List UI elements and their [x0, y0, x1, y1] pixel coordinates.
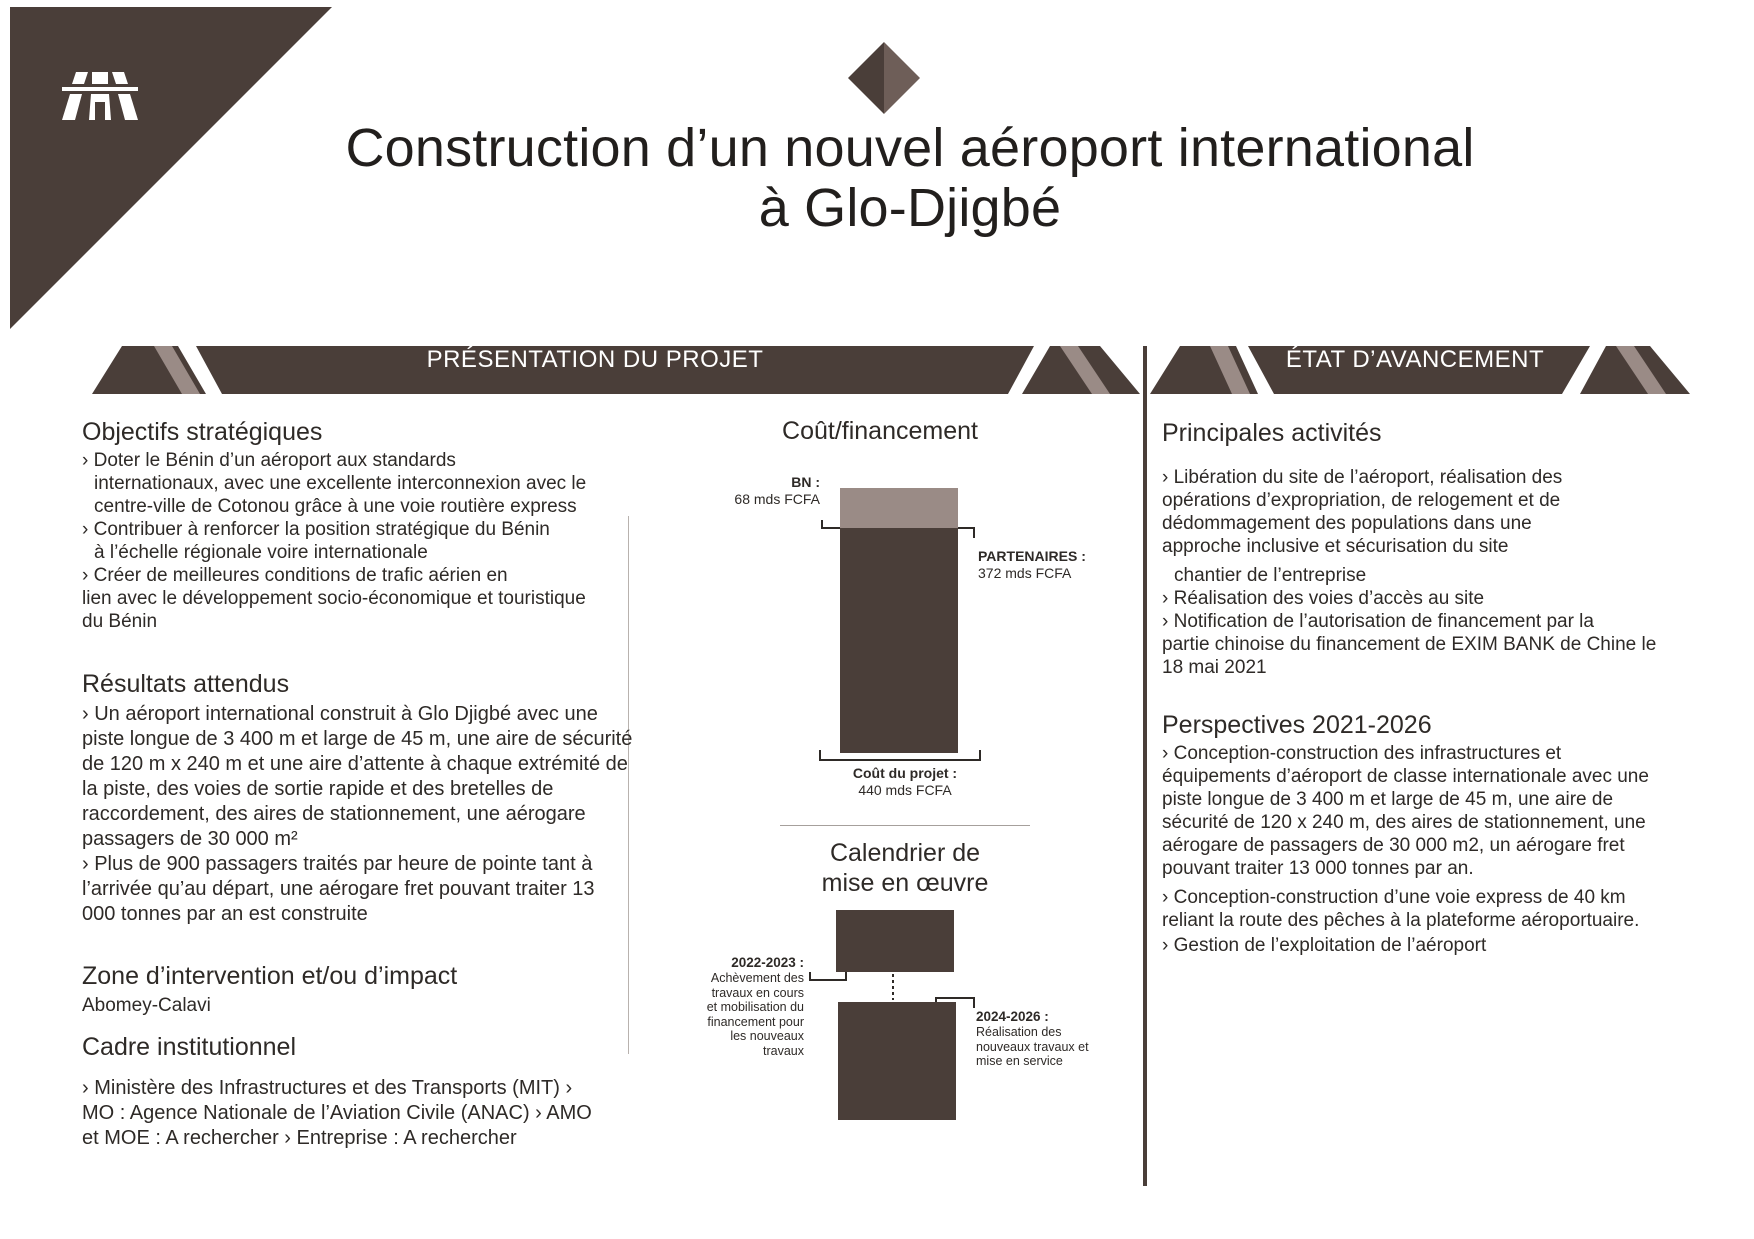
- phase1-block: [836, 910, 954, 972]
- objectif-item: [82, 564, 682, 633]
- activite-item: [1162, 610, 1722, 679]
- activite-item-first: › Notification de l’autorisation de financement par la: [1162, 610, 1722, 633]
- title-line-2: à Glo-Djigbé: [758, 178, 1062, 238]
- perspectives-section: [1162, 710, 1722, 957]
- resultat-item: › Un aéroport international construit à Glo Djigbé avec une piste longue de 3 400 m et large de 45 m, une aire de sécurité de 120 m x 240 m et une aire d’attente à chaque extrémité de la piste, des voies de sortie rapide et des bretelles de raccordement, des aires de stationnement, une aérogare passagers de 30 000 m²: [82, 702, 642, 852]
- bn-bracket: [822, 520, 840, 528]
- zone-value: Abomey-Calavi: [82, 995, 211, 1016]
- objectif-item-rest: lien avec le développement socio-économique et touristique du Bénin: [82, 588, 586, 632]
- chart-separator: [780, 825, 1030, 826]
- activite-item-rest: partie chinoise du financement de EXIM BANK de Chine le 18 mai 2021: [1162, 634, 1657, 678]
- objectif-item-first: › Créer de meilleures conditions de trafic aérien en: [82, 564, 682, 587]
- activite-item: [1162, 466, 1722, 587]
- title-diamond-icon: [848, 42, 920, 114]
- partners-annotation: [978, 548, 1108, 582]
- partners-bracket: [958, 528, 974, 538]
- column-divider: [1143, 346, 1147, 1186]
- cadre-section: [82, 1032, 622, 1151]
- bn-annotation: [700, 474, 820, 508]
- bar-partenaires: [840, 528, 958, 753]
- activite-item: › Réalisation des voies d’accès au site: [1162, 587, 1722, 610]
- resultat-item: › Plus de 900 passagers traités par heure de pointe tant à l’arrivée qu’au départ, une aérogare fret pouvant traiter 13 000 tonnes par an est construite: [82, 852, 622, 927]
- phase1-label: 2022-2023 :: [731, 955, 804, 970]
- activites-section: [1162, 418, 1722, 679]
- phase2-block: [838, 1002, 956, 1120]
- cadre-text: › Ministère des Infrastructures et des Transports (MIT) › MO : Agence Nationale de l’Aviation Civile (ANAC) › AMO et MOE : A rechercher › Entreprise : A rechercher: [82, 1077, 592, 1149]
- perspective-item: › Conception-construction d’une voie express de 40 km reliant la route des pêches à la plateforme aéroportuaire.: [1162, 886, 1672, 932]
- objectifs-title: Objectifs stratégiques: [82, 418, 323, 446]
- resultats-section: [82, 669, 642, 927]
- zone-section: [82, 961, 642, 1017]
- objectif-item-first: › Doter le Bénin d’un aéroport aux standards: [82, 449, 682, 472]
- section-title-presentation: PRÉSENTATION DU PROJET: [426, 346, 764, 373]
- cost-chart: [800, 480, 1000, 770]
- phase1-text: Achèvement des travaux en cours et mobilisation du financement pour les nouveaux travaux: [706, 971, 804, 1058]
- phase2-label: 2024-2026 :: [976, 1009, 1049, 1024]
- section-title-avancement: ÉTAT D’AVANCEMENT: [1285, 346, 1545, 373]
- perspectives-title: Perspectives 2021-2026: [1162, 711, 1432, 739]
- total-annotation: [820, 765, 990, 799]
- phase1-bracket: [810, 972, 846, 980]
- objectifs-section: [82, 417, 682, 633]
- phase2-annotation: [976, 1008, 1096, 1069]
- total-label: Coût du projet :: [852, 765, 958, 781]
- activite-item-first: › Libération du site de l’aéroport, réalisation des: [1162, 466, 1722, 489]
- partners-value: 372 mds FCFA: [978, 565, 1072, 581]
- perspective-item: › Gestion de l’exploitation de l’aéroport: [1162, 934, 1682, 957]
- bar-bn: [840, 488, 958, 528]
- activite-item-tail: chantier de l’entreprise: [1174, 565, 1367, 586]
- partners-label: PARTENAIRES :: [978, 548, 1086, 564]
- calendar-title: [760, 838, 1050, 898]
- page-title: [230, 118, 1590, 238]
- objectif-item-rest: à l’échelle régionale voire internationale: [94, 542, 428, 563]
- cost-title: Coût/financement: [782, 417, 978, 445]
- calendar-title-line-2: mise en œuvre: [821, 869, 989, 897]
- objectif-item-first: › Contribuer à renforcer la position stratégique du Bénin: [82, 518, 682, 541]
- resultats-title: Résultats attendus: [82, 670, 290, 698]
- title-line-1: Construction d’un nouvel aéroport international: [345, 118, 1475, 178]
- phase2-text: Réalisation des nouveaux travaux et mise en service: [976, 1025, 1089, 1068]
- activites-title: Principales activités: [1162, 419, 1382, 447]
- perspective-item: › Conception-construction des infrastructures et équipements d’aéroport de classe internationale avec une piste longue de 3 400 m et large de 45 m, une aire de sécurité de 120 x 240 m, des aires de stationnement, une aérogare de passagers de 30 000 m2, un aérogare fret pouvant traiter 13 000 tonnes par an.: [1162, 742, 1672, 880]
- zone-title: Zone d’intervention et/ou d’impact: [82, 962, 458, 990]
- objectif-item: [82, 518, 682, 564]
- highway-icon: [62, 72, 138, 120]
- bn-value: 68 mds FCFA: [734, 491, 820, 507]
- bn-label: BN :: [791, 474, 820, 490]
- total-value: 440 mds FCFA: [858, 782, 952, 798]
- phase1-annotation: [704, 954, 804, 1058]
- objectif-item: [82, 449, 682, 518]
- calendar-title-line-1: Calendrier de: [829, 839, 981, 867]
- objectif-item-rest: internationaux, avec une excellente interconnexion avec le centre-ville de Cotonou grâce à une voie routière express: [94, 473, 587, 517]
- activite-item-rest: opérations d’expropriation, de relogement et de dédommagement des populations dans une approche inclusive et sécurisation du site: [1162, 490, 1561, 557]
- calendar-chart: [800, 910, 1000, 1122]
- cadre-title: Cadre institutionnel: [82, 1033, 297, 1061]
